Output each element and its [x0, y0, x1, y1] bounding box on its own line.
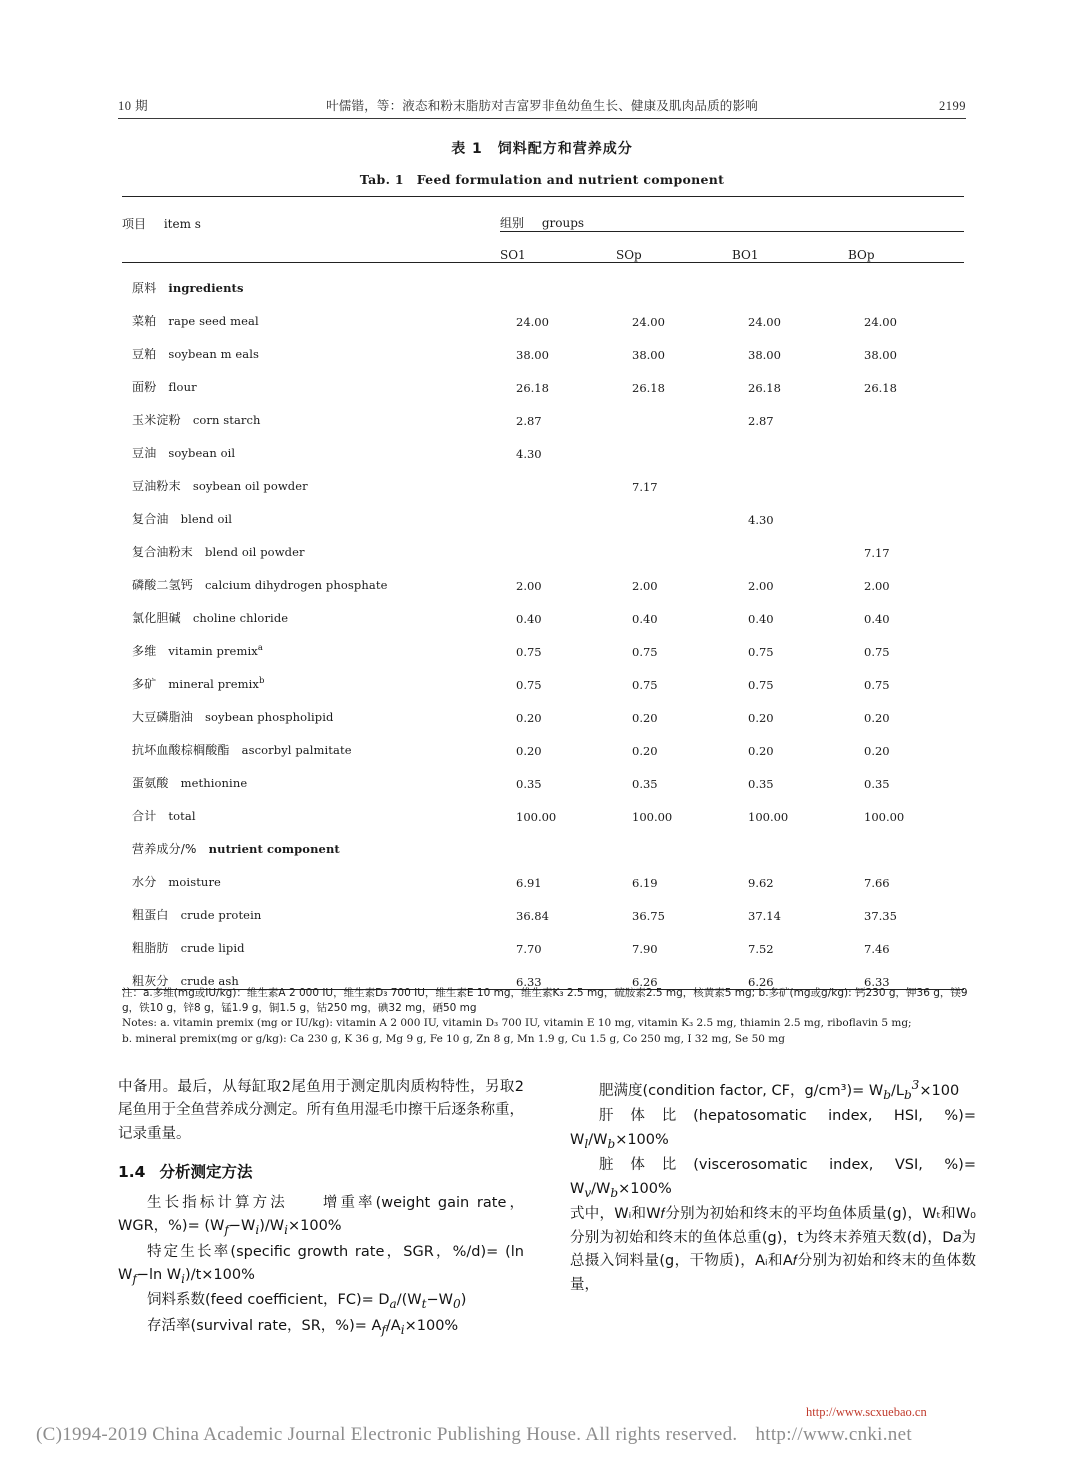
hsi-div: /W: [588, 1131, 608, 1148]
row-label-en: rape seed meal: [168, 314, 259, 328]
row-label-en: methionine: [180, 776, 248, 790]
row-label-superscript: b: [259, 676, 265, 687]
table-row: [122, 560, 964, 593]
row-label-cn: 抗坏血酸棕榈酸酯: [132, 743, 230, 757]
table-caption-chinese: 表 1 饲料配方和营养成分: [451, 141, 633, 157]
table-cell-value: 24.00: [748, 315, 781, 329]
sgr-tail: )/t×100%: [185, 1266, 255, 1283]
formula-fc: [118, 1289, 524, 1314]
table-cell-value: 26.18: [516, 381, 549, 395]
vsi-sub-v: v: [584, 1185, 592, 1200]
header-groups-cn: 组别: [500, 216, 525, 230]
row-label-cell: [122, 461, 500, 494]
table-cell-value: [500, 527, 616, 560]
row-label-cell: [122, 593, 500, 626]
table-row: [122, 527, 964, 560]
fc-sub-0: 0: [453, 1297, 461, 1312]
table-notes: [122, 986, 968, 1047]
sr-tail: ×100%: [404, 1317, 459, 1334]
table-row: [122, 329, 964, 362]
row-label-cell: [122, 428, 500, 461]
header-groups-en: groups: [541, 216, 585, 230]
section-number: 1.4: [118, 1163, 146, 1182]
table-cell-value: 100.00: [632, 810, 673, 824]
copyright-notice: [36, 1424, 1048, 1446]
table-cell-value: 2.87: [516, 414, 542, 428]
header-item-cn: 项目: [122, 216, 147, 231]
row-label-en: soybean oil: [168, 446, 236, 460]
table-cell-value: 7.17: [864, 546, 890, 560]
formula-wgr: [118, 1192, 524, 1241]
table-cell-value: 37.14: [748, 909, 781, 923]
table-cell-value: [732, 461, 848, 494]
table-cell-value: [732, 263, 848, 297]
table-cell-value: 36.75: [632, 909, 665, 923]
copyright-text: (C)1994-2019 China Academic Journal Electronic Publishing House. All rights reserved.: [36, 1424, 738, 1445]
row-label-cell: [122, 923, 500, 956]
table-cell-value: 0.20: [864, 711, 890, 725]
sgr-text: 特定生长率(specific growth rate，SGR，%/d)= (ln W: [118, 1243, 524, 1283]
table-cell-value: [848, 395, 964, 428]
table-cell-value: 0.35: [864, 777, 890, 791]
table-cell-value: [616, 263, 732, 297]
body-column-left: [118, 1076, 524, 1340]
vsi-sub-b: b: [610, 1185, 619, 1200]
wgr-pct: ×100%: [287, 1218, 342, 1235]
table-cell-value: [616, 824, 732, 857]
row-label-en: ingredients: [168, 281, 244, 295]
table-cell-value: 6.26: [616, 956, 732, 990]
cf-sub-b: b: [883, 1087, 891, 1102]
row-label-cell: [122, 527, 500, 560]
vsi-text: 脏体比(viscerosomatic index, VSI, %)= W: [570, 1157, 976, 1197]
table-row: [122, 593, 964, 626]
table-cell-value: 0.75: [748, 678, 774, 692]
row-label-cell: [122, 263, 500, 297]
vsi-tail: ×100%: [618, 1180, 672, 1197]
table-cell-value: [848, 263, 964, 297]
table-cell-value: [848, 494, 964, 527]
row-label-cn: 复合油: [132, 512, 169, 526]
row-label-cn: 多矿: [132, 677, 157, 691]
table-cell-value: 0.40: [748, 612, 774, 626]
table-cell-value: 0.40: [632, 612, 658, 626]
formula-cf: [570, 1076, 976, 1105]
table-cell-value: 0.75: [864, 645, 890, 659]
row-label-en: soybean oil powder: [192, 479, 308, 493]
running-head-page-number: 2199: [939, 99, 966, 113]
row-label-cell: [122, 857, 500, 890]
column-header-sop: SOp: [616, 232, 732, 263]
table-row: [122, 659, 964, 692]
row-label-cn: 氯化胆碱: [132, 611, 181, 625]
row-label-cell: [122, 758, 500, 791]
table-cell-value: 37.35: [864, 909, 897, 923]
table-cell-value: 4.30: [516, 447, 542, 461]
wgr-text: 增重率(weight gain rate，WGR，%)= (W: [118, 1194, 524, 1235]
table-cell-value: 0.75: [516, 645, 542, 659]
column-header-bo1: BO1: [732, 232, 848, 263]
table-cell-value: [616, 428, 732, 461]
vsi-div: /W: [591, 1180, 611, 1197]
table-subheader-row: [122, 232, 964, 263]
cf-sub-b3: $_b^3$: [903, 1078, 920, 1102]
row-label-en: calcium dihydrogen phosphate: [205, 578, 388, 592]
row-label-cn: 蛋氨酸: [132, 776, 169, 790]
body-column-right: [570, 1076, 976, 1297]
table-row: [122, 395, 964, 428]
table-row: [122, 824, 964, 857]
table-cell-value: [732, 824, 848, 857]
fc-div: /(W: [396, 1292, 422, 1309]
row-label-en: nutrient component: [208, 842, 340, 856]
row-label-cell: [122, 692, 500, 725]
row-label-cell: [122, 659, 500, 692]
formula-vsi: [570, 1154, 976, 1203]
cf-text: 肥满度(condition factor, CF，g/cm³)= W: [599, 1082, 884, 1099]
table-row: [122, 725, 964, 758]
header-groups-cell: [500, 197, 964, 232]
running-head: [118, 96, 966, 114]
row-label-cn: 豆油粉末: [132, 479, 181, 493]
table-cell-value: 100.00: [516, 810, 557, 824]
row-label-en: vitamin premix$^a$: [168, 643, 264, 658]
table-cell-value: 26.18: [864, 381, 897, 395]
table-cell-value: 0.20: [516, 744, 542, 758]
table-cell-value: [500, 824, 616, 857]
row-label-cn: 合计: [132, 809, 157, 823]
table-cell-value: 24.00: [516, 315, 549, 329]
row-label-en: flour: [168, 380, 197, 394]
table-cell-value: 7.52: [748, 942, 774, 956]
sgr-minus: −ln W: [136, 1266, 182, 1283]
table-row: [122, 791, 964, 824]
row-label-cell: [122, 824, 500, 857]
row-label-cell: [122, 890, 500, 923]
table-row: [122, 890, 964, 923]
table-cell-value: [732, 527, 848, 560]
row-label-cell: [122, 362, 500, 395]
table-cell-value: 7.70: [516, 942, 542, 956]
row-label-en: blend oil powder: [205, 545, 305, 559]
row-label-cell: [122, 329, 500, 362]
table-cell-value: 26.18: [632, 381, 665, 395]
table-cell-value: 9.62: [748, 876, 774, 890]
table-row: [122, 692, 964, 725]
table-row: [122, 626, 964, 659]
table-cell-value: 26.18: [748, 381, 781, 395]
table-cell-value: 6.33: [848, 956, 964, 990]
row-label-cn: 粗灰分: [132, 974, 169, 988]
hsi-sub-b: b: [607, 1136, 616, 1151]
row-label-en: total: [168, 809, 196, 823]
subheader-blank: [122, 232, 500, 263]
table-row: [122, 428, 964, 461]
row-label-cn: 菜粕: [132, 314, 157, 328]
table-cell-value: 0.75: [632, 645, 658, 659]
table-cell-value: 0.20: [864, 744, 890, 758]
table-cell-value: 4.30: [748, 513, 774, 527]
table-cell-value: 0.40: [864, 612, 890, 626]
table-cell-value: 2.87: [748, 414, 774, 428]
row-label-cell: [122, 791, 500, 824]
sr-div: /A: [385, 1317, 401, 1334]
row-label-en: crude protein: [180, 908, 262, 922]
row-label-en: corn starch: [192, 413, 261, 427]
fc-sub-a: a: [389, 1297, 397, 1312]
table-row: [122, 461, 964, 494]
table-cell-value: 0.20: [748, 711, 774, 725]
table-cell-value: 0.20: [632, 711, 658, 725]
header-item-en: item s: [163, 216, 201, 231]
row-label-cn: 多维: [132, 644, 157, 658]
table-cell-value: 36.84: [516, 909, 549, 923]
feed-formulation-table: [122, 196, 964, 990]
sr-sub-f: f: [381, 1322, 386, 1337]
formula-hsi: [570, 1105, 976, 1154]
row-label-superscript: a: [257, 643, 264, 654]
table-cell-value: 24.00: [864, 315, 897, 329]
growth-index-label: 生长指标计算方法: [147, 1194, 288, 1211]
table-cell-value: 7.17: [632, 480, 658, 494]
row-label-cell: [122, 725, 500, 758]
column-header-bop: BOp: [848, 232, 964, 263]
journal-url[interactable]: http://www.scxuebao.cn: [806, 1405, 927, 1419]
table-caption-english: Tab. 1 Feed formulation and nutrient component: [359, 172, 725, 187]
table-cell-value: 38.00: [748, 348, 781, 362]
table-cell-value: [500, 263, 616, 297]
table-cell-value: 2.00: [748, 579, 774, 593]
table-cell-value: [732, 428, 848, 461]
table-cell-value: 6.26: [732, 956, 848, 990]
fc-sub-t: t: [421, 1297, 427, 1312]
table-header-row: [122, 197, 964, 232]
table-cell-value: [616, 494, 732, 527]
table-cell-value: [500, 461, 616, 494]
running-head-issue: 10 期: [118, 99, 149, 113]
table-cell-value: 100.00: [864, 810, 905, 824]
cnki-url[interactable]: http://www.cnki.net: [755, 1424, 912, 1445]
table-row: [122, 956, 964, 990]
table-cell-value: [848, 461, 964, 494]
row-label-cn: 粗脂肪: [132, 941, 169, 955]
formula-sgr: [118, 1241, 524, 1290]
sgr-sub-f: f: [132, 1271, 137, 1286]
row-label-en: crude lipid: [180, 941, 245, 955]
table-row: [122, 296, 964, 329]
paragraph-continuation: 中备用。最后，从每缸取2尾鱼用于测定肌肉质构特性，另取2尾鱼用于全鱼营养成分测定。所有鱼用湿毛巾擦干后逐条称重，记录重量。: [118, 1079, 524, 1142]
table-note-english-b: b. mineral premix(mg or g/kg): Ca 230 g, K 36 g, Mg 9 g, Fe 10 g, Zn 8 g, Mn 1.9 g, Cu 1.5 g, Co 250 mg, I 32 mg, Se 50 mg: [122, 1032, 785, 1045]
running-head-title: 叶儒锴，等：液态和粉末脂肪对吉富罗非鱼幼鱼生长、健康及肌肉品质的影响: [326, 98, 758, 113]
row-label-en: blend oil: [180, 512, 233, 526]
table-cell-value: 6.33: [500, 956, 616, 990]
table-cell-value: 7.46: [864, 942, 890, 956]
table-cell-value: 0.75: [864, 678, 890, 692]
row-label-cn: 面粉: [132, 380, 157, 394]
table-cell-value: 0.40: [516, 612, 542, 626]
table-cell-value: 0.75: [748, 645, 774, 659]
row-label-en: moisture: [168, 875, 221, 889]
header-item-cell: [122, 197, 500, 232]
table-cell-value: [616, 527, 732, 560]
row-label-cell: [122, 494, 500, 527]
row-label-cell: [122, 395, 500, 428]
row-label-en: soybean m eals: [168, 347, 260, 361]
table-cell-value: 38.00: [864, 348, 897, 362]
row-label-cn: 复合油粉末: [132, 545, 194, 559]
wgr-sub-f: f: [224, 1222, 229, 1237]
table-cell-value: 0.20: [632, 744, 658, 758]
row-label-cn: 大豆磷脂油: [132, 710, 194, 724]
section-title: 分析测定方法: [159, 1163, 253, 1182]
row-label-en: choline chloride: [192, 611, 289, 625]
row-label-cell: [122, 560, 500, 593]
table-row: [122, 758, 964, 791]
table-cell-value: 6.19: [632, 876, 658, 890]
table-cell-value: 7.66: [864, 876, 890, 890]
table-row: [122, 494, 964, 527]
row-label-cell: [122, 626, 500, 659]
table-cell-value: [848, 824, 964, 857]
table-cell-value: 38.00: [516, 348, 549, 362]
table-cell-value: 0.35: [632, 777, 658, 791]
table-cell-value: 100.00: [748, 810, 789, 824]
table-cell-value: 2.00: [632, 579, 658, 593]
hsi-tail: ×100%: [615, 1131, 669, 1148]
table-cell-value: [616, 395, 732, 428]
row-label-cn: 豆粕: [132, 347, 157, 361]
column-header-so1: SO1: [500, 232, 616, 263]
row-label-cn: 豆油: [132, 446, 157, 460]
row-label-cn: 玉米淀粉: [132, 413, 181, 427]
fc-minus: −W: [426, 1292, 453, 1309]
table-cell-value: 0.35: [516, 777, 542, 791]
table-cell-value: 0.75: [516, 678, 542, 692]
table-cell-value: 0.35: [748, 777, 774, 791]
table-row: [122, 362, 964, 395]
table-cell-value: 0.75: [632, 678, 658, 692]
row-label-cn: 原料: [132, 281, 157, 295]
wgr-sub-i: i: [255, 1222, 260, 1237]
sgr-sub-i: i: [181, 1271, 186, 1286]
table-cell-value: 6.91: [516, 876, 542, 890]
row-label-en: mineral premix$^b$: [168, 676, 265, 691]
table-cell-value: 0.20: [748, 744, 774, 758]
hsi-sub-l: l: [584, 1136, 589, 1151]
cf-tail: ×100: [919, 1082, 960, 1099]
table-note-english-a: Notes: a. vitamin premix (mg or IU/kg): vitamin A 2 000 IU, vitamin D₃ 700 IU, vitamin E 10 mg, vitamin K₃ 2.5 mg, thiamin 2.5 mg, riboflavin 5 mg;: [122, 1017, 912, 1030]
table-note-chinese: 注：a.多维(mg或IU/kg)：维生素A 2 000 IU，维生素D₃ 700 IU，维生素E 10 mg，维生素K₃ 2.5 mg，硫胺素2.5 mg，核黄素5 mg; b.多矿(mg或g/kg): 钙230 g，钾36 g，镁9 g，铁10 g，锌8 g，锰1.9 g，铜1.5 g，钴250 mg，碘32 mg，硒50 mg: [122, 987, 968, 1015]
wgr-sub-i2: i: [284, 1222, 288, 1237]
hsi-text: 肝体比(hepatosomatic index, HSI, %)= W: [570, 1108, 976, 1148]
formula-sr: [118, 1315, 524, 1340]
row-label-cell: [122, 956, 500, 990]
table-cell-value: 7.90: [632, 942, 658, 956]
sr-sub-i: i: [400, 1322, 405, 1337]
running-head-rule: [118, 118, 966, 119]
wgr-div: )/W: [259, 1218, 285, 1235]
row-label-en: crude ash: [180, 974, 239, 988]
table-row: [122, 857, 964, 890]
table-cell-value: 2.00: [516, 579, 542, 593]
cf-div: /L: [890, 1082, 904, 1099]
row-label-en: ascorbyl palmitate: [241, 743, 352, 757]
table-cell-value: 2.00: [864, 579, 890, 593]
row-label-cn: 营养成分/%: [132, 842, 197, 856]
table-row: [122, 263, 964, 297]
row-label-en: soybean phospholipid: [205, 710, 334, 724]
table-row: [122, 923, 964, 956]
table-cell-value: 24.00: [632, 315, 665, 329]
fc-text: 饲料系数(feed coefficient，FC)= D: [147, 1292, 390, 1309]
table-cell-value: 38.00: [632, 348, 665, 362]
definitions-paragraph: 式中，Wᵢ和W𝑓分别为初始和终末的平均鱼体质量(g)，Wₜ和W₀分别为初始和终末的鱼体总重(g)，t为终末养殖天数(d)，D𝑎为总摄入饲料量(g，干物质)，Aᵢ和A𝑓分别为初始和终末的鱼体数量，: [570, 1206, 976, 1293]
row-label-cn: 水分: [132, 875, 157, 889]
table-cell-value: [500, 494, 616, 527]
sr-text: 存活率(survival rate，SR，%)= A: [147, 1317, 382, 1334]
row-label-cell: [122, 296, 500, 329]
row-label-cn: 粗蛋白: [132, 908, 169, 922]
table-cell-value: 0.20: [516, 711, 542, 725]
wgr-minus: −W: [228, 1218, 256, 1235]
fc-tail: ): [460, 1292, 467, 1309]
section-heading-1-4: [118, 1160, 524, 1185]
row-label-cn: 磷酸二氢钙: [132, 578, 194, 592]
table-cell-value: [848, 428, 964, 461]
